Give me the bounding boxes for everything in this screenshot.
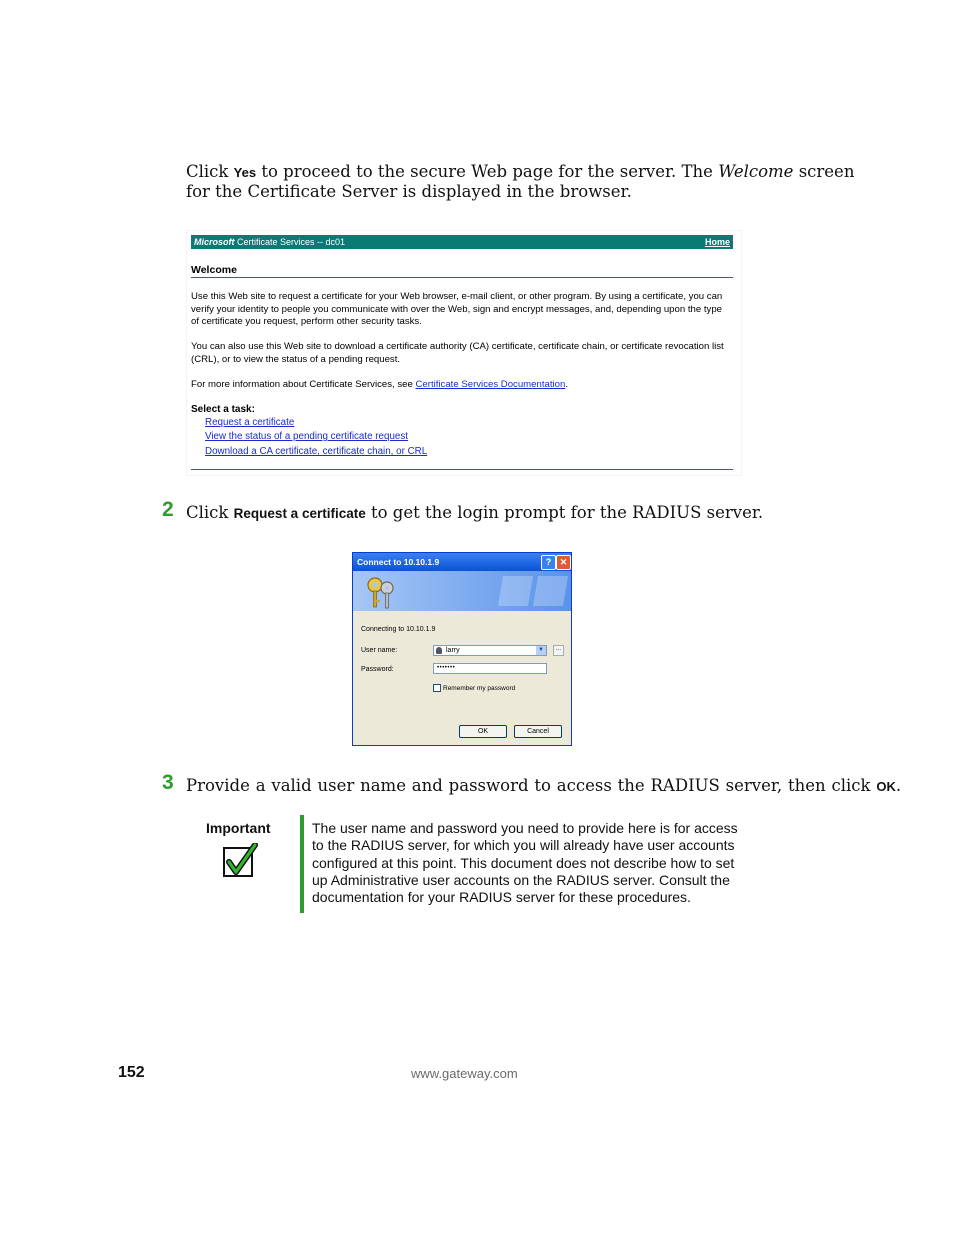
bottom-divider [191, 469, 733, 470]
important-label: Important [206, 820, 271, 836]
footer-url: www.gateway.com [411, 1066, 518, 1081]
intro-paragraph [186, 162, 855, 201]
remember-checkbox[interactable] [433, 684, 441, 692]
ok-button[interactable]: OK [459, 725, 507, 738]
request-certificate-link[interactable]: Request a certificate [205, 417, 295, 428]
intro-text: to proceed to the secure Web page for the server. The [256, 162, 719, 181]
download-ca-certificate-link[interactable]: Download a CA certificate, certificate chain, or CRL [205, 446, 428, 457]
user-name-value: larry [446, 647, 460, 654]
ok-label: OK [876, 779, 896, 794]
cert-docs-link[interactable]: Certificate Services Documentation [415, 379, 566, 390]
cancel-button[interactable]: Cancel [514, 725, 562, 738]
intro-text: screen [793, 162, 855, 181]
cert-download-paragraph: You can also use this Web site to download a certificate authority (CA) certificate, certificate chain, or certificate revocation list (CRL), or to view the status of a pending request. [191, 341, 724, 365]
connect-dialog [352, 552, 572, 746]
welcome-divider [191, 277, 733, 278]
browse-button[interactable]: ... [553, 645, 564, 656]
banner-watermark [493, 571, 571, 611]
dialog-title-bar [353, 553, 571, 571]
close-button[interactable]: ✕ [556, 555, 571, 570]
page-number: 152 [118, 1064, 145, 1081]
step-2-text: Click Request a certificate to get the login prompt for the RADIUS server. [186, 503, 764, 522]
user-icon [436, 647, 442, 654]
certificate-services-screenshot [186, 230, 742, 476]
step-3-text: Provide a valid user name and password to access the RADIUS server, then click OK. [186, 776, 902, 795]
intro-text: Click [186, 162, 234, 181]
cert-services-title-bar [191, 235, 733, 249]
password-field[interactable]: ••••••• [433, 663, 547, 674]
cert-intro-paragraph: Use this Web site to request a certificate for your Web browser, e-mail client, or other program. By using a certificate, you can verify your identity to people you communicate with over the Web, sign and encrypt messages, and, depending upon the type of certificate you request, perform other security tasks. [191, 291, 723, 327]
help-button[interactable]: ? [541, 555, 556, 570]
yes-label: Yes [233, 165, 257, 180]
welcome-heading: Welcome [191, 264, 237, 276]
password-label: Password: [361, 666, 394, 673]
home-link[interactable]: Home [704, 237, 730, 247]
connecting-label: Connecting to 10.10.1.9 [361, 626, 436, 633]
select-task-heading: Select a task: [191, 404, 255, 415]
step-2-number: 2 [162, 498, 174, 521]
important-text: The user name and password you need to provide here is for access to the RADIUS server, for which you will already have user accounts configured at this point. This document does not describe how to set up Administrative user accounts on the RADIUS server. Consult the documentation for your RADIUS server for these procedures. [312, 820, 738, 906]
checkmark-icon [222, 843, 258, 879]
cert-more-info-paragraph: For more information about Certificate Services, see Certificate Services Documentation. [191, 379, 568, 390]
user-name-field[interactable] [433, 645, 547, 656]
intro-line-1 [186, 162, 855, 182]
view-pending-request-link[interactable]: View the status of a pending certificate request [205, 431, 408, 442]
important-bar [300, 815, 304, 913]
intro-line-2: for the Certificate Server is displayed in the browser. [186, 182, 632, 201]
welcome-italic: Welcome [718, 162, 794, 181]
cert-services-title: Microsoft Certificate Services -- dc01 [194, 237, 346, 247]
dialog-banner [353, 571, 571, 611]
keys-icon [361, 573, 401, 611]
dialog-title: Connect to 10.10.1.9 [357, 557, 440, 567]
user-name-label: User name: [361, 647, 398, 654]
request-certificate-label: Request a certificate [233, 506, 366, 521]
remember-password-label: Remember my password [443, 685, 516, 692]
step-3-number: 3 [162, 771, 174, 794]
user-dropdown-button[interactable]: ▼ [536, 646, 546, 655]
